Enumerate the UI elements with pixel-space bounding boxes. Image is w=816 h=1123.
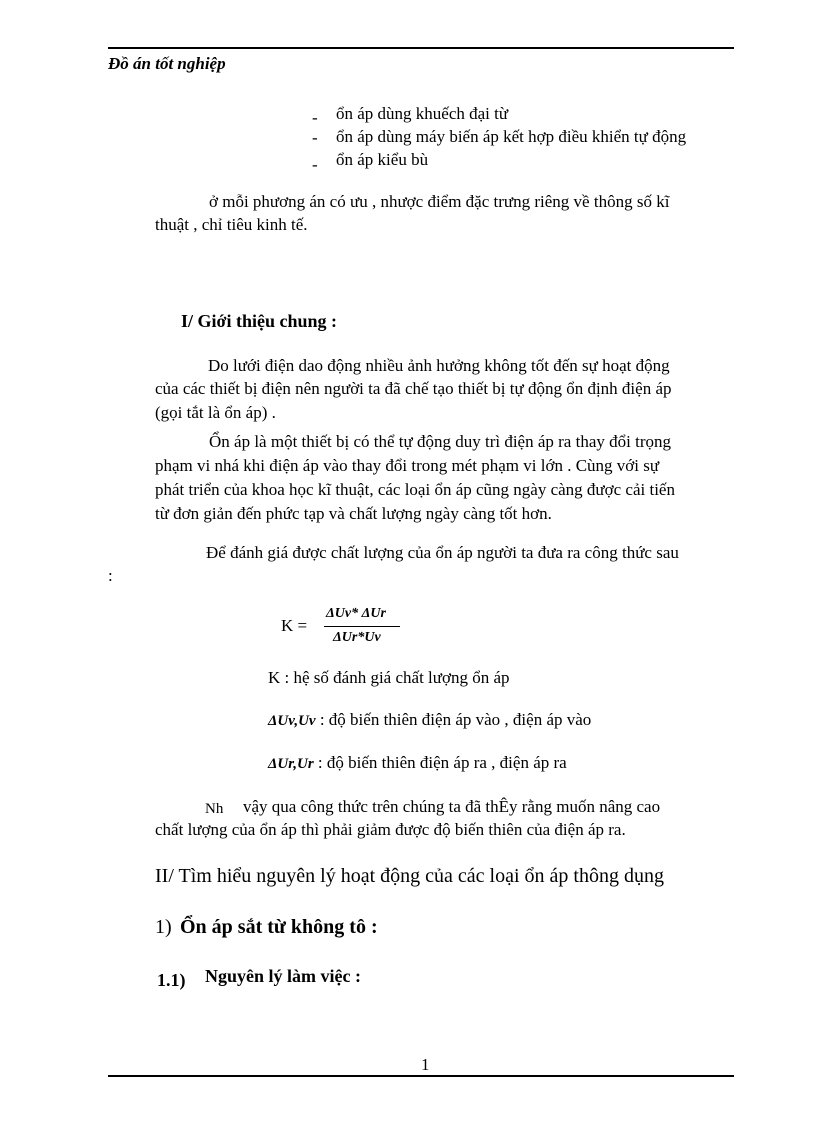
paragraph-line: chất lượng của ổn áp thì phải giảm được độ biến thiên của điện áp ra. bbox=[155, 820, 626, 839]
definition-text: : hệ số đánh giá chất lượng ổn áp bbox=[280, 668, 510, 687]
section-heading: I/ Giới thiệu chung : bbox=[181, 311, 337, 331]
paragraph-line: Ổn áp là một thiết bị có thể tự động duy trì điện áp ra thay đổi trọng bbox=[209, 432, 671, 451]
definition-term: ΔUv,Uv bbox=[268, 713, 316, 729]
footer-rule bbox=[108, 1075, 734, 1077]
paragraph-line: Do lưới điện dao động nhiều ảnh hưởng không tốt đến sự hoạt động bbox=[208, 356, 670, 375]
bullet-item: ổn áp kiểu bù bbox=[336, 150, 429, 169]
subsection-number: 1.1) bbox=[157, 970, 186, 990]
definition-text: : độ biến thiên điện áp ra , điện áp ra bbox=[313, 753, 567, 772]
subsection-title: Ổn áp sắt từ không tô : bbox=[180, 916, 378, 938]
formula-numerator: ΔUv* ΔUr bbox=[326, 606, 386, 621]
fraction-bar bbox=[324, 626, 400, 627]
bullet-item: ổn áp dùng khuếch đại từ bbox=[336, 104, 509, 123]
intro-line: ở mỗi phương án có ưu , nhược điểm đặc trưng riêng về thông số kĩ bbox=[209, 192, 670, 211]
definition-term: K bbox=[268, 668, 281, 687]
page-number: 1 bbox=[421, 1055, 430, 1074]
subsection-title: Nguyên lý làm việc : bbox=[205, 966, 361, 986]
definition-item bbox=[268, 668, 510, 688]
paragraph-line: Để đánh giá được chất lượng của ổn áp người ta đưa ra công thức sau bbox=[206, 543, 679, 562]
paragraph-line: : bbox=[108, 566, 113, 585]
definition-term: ΔUr,Ur bbox=[268, 756, 314, 772]
formula-lhs: K = bbox=[281, 616, 308, 635]
section-heading: II/ Tìm hiểu nguyên lý hoạt động của các loại ổn áp thông dụng bbox=[155, 865, 664, 887]
paragraph-line: từ đơn giản đến phức tạp và chất lượng ngày càng tốt hơn. bbox=[155, 504, 552, 523]
paragraph-line: (gọi tắt là ổn áp) . bbox=[155, 403, 276, 422]
subsection-number: 1) bbox=[155, 916, 172, 938]
paragraph-line: phạm vi nhá khi điện áp vào thay đổi trong mét phạm vi lớn . Cùng với sự bbox=[155, 456, 660, 475]
bullet-marker: - bbox=[312, 108, 318, 127]
definition-text: : độ biến thiên điện áp vào , điện áp vào bbox=[315, 710, 592, 729]
header-title: Đồ án tốt nghiệp bbox=[108, 54, 226, 73]
header-rule bbox=[108, 47, 734, 49]
definition-item bbox=[268, 710, 591, 730]
intro-line: thuật , chỉ tiêu kinh tế. bbox=[155, 215, 308, 234]
bullet-marker: - bbox=[312, 155, 318, 174]
paragraph-line: vậy qua công thức trên chúng ta đã thÊy rằng muốn nâng cao bbox=[243, 797, 661, 816]
formula-denominator: ΔUr*Uv bbox=[333, 630, 381, 645]
definition-item bbox=[268, 753, 567, 773]
bullet-item: ổn áp dùng máy biến áp kết hợp điều khiển tự động bbox=[336, 127, 687, 146]
paragraph-line: phát triển của khoa học kĩ thuật, các loại ổn áp cũng ngày càng được cải tiến bbox=[155, 480, 675, 499]
conclusion-prefix: Nh bbox=[205, 801, 224, 817]
paragraph-line: của các thiết bị điện nên người ta đã chế tạo thiết bị tự động ổn định điện áp bbox=[155, 379, 672, 398]
bullet-marker: - bbox=[312, 128, 318, 147]
